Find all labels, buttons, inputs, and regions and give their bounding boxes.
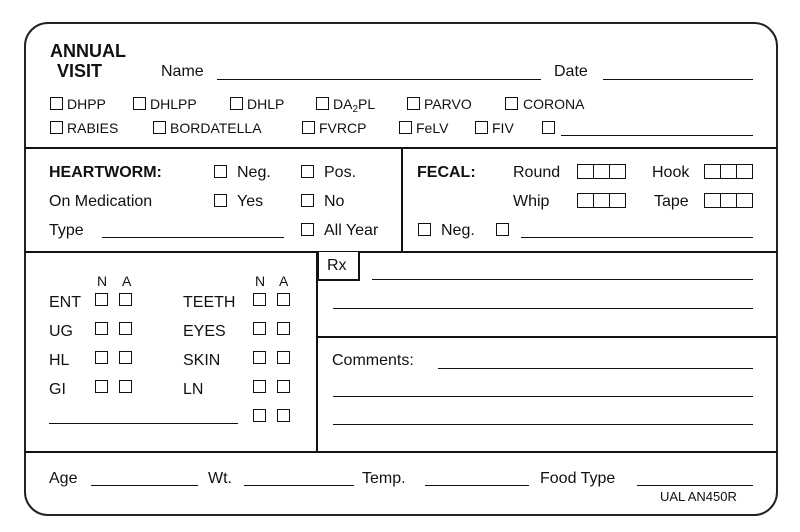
wt-field[interactable] (244, 485, 354, 486)
name-field[interactable] (217, 79, 541, 80)
age-field[interactable] (91, 485, 198, 486)
type-label: Type (49, 222, 84, 239)
exam-col-n-right: N (255, 273, 266, 289)
exam-teeth-label: TEETH (183, 294, 236, 311)
on-medication-label: On Medication (49, 193, 153, 210)
eyes-n-checkbox[interactable] (253, 322, 266, 335)
other-vaccine-checkbox[interactable] (542, 121, 555, 134)
divider-middle (25, 251, 777, 253)
heartworm-neg-checkbox[interactable] (214, 165, 227, 178)
date-label: Date (554, 63, 588, 80)
other-a-checkbox[interactable] (277, 409, 290, 422)
exam-col-a-right: A (279, 273, 289, 289)
bordatella-label: BORDATELLA (170, 120, 262, 136)
comments-line-2[interactable] (333, 396, 753, 397)
exam-ln-label: LN (183, 381, 204, 398)
bordatella-checkbox[interactable] (153, 121, 166, 134)
rabies-label: RABIES (67, 120, 119, 136)
name-label: Name (161, 63, 204, 80)
exam-other-field[interactable] (49, 423, 238, 424)
food-type-field[interactable] (637, 485, 753, 486)
form-title (50, 41, 126, 81)
fecal-tape-label: Tape (654, 193, 689, 210)
heartworm-title: HEARTWORM: (49, 164, 162, 181)
age-label: Age (49, 470, 78, 487)
heartworm-neg-label: Neg. (237, 164, 271, 181)
dhlpp-label: DHLPP (150, 96, 197, 112)
wt-label: Wt. (208, 470, 232, 487)
teeth-a-checkbox[interactable] (277, 293, 290, 306)
ent-n-checkbox[interactable] (95, 293, 108, 306)
exam-skin-label: SKIN (183, 352, 221, 369)
medication-type-field[interactable] (102, 237, 284, 238)
other-n-checkbox[interactable] (253, 409, 266, 422)
fvrcp-checkbox[interactable] (302, 121, 315, 134)
corona-label: CORONA (523, 96, 585, 112)
gi-a-checkbox[interactable] (119, 380, 132, 393)
food-type-label: Food Type (540, 470, 616, 487)
heartworm-pos-checkbox[interactable] (301, 165, 314, 178)
fecal-neg-label: Neg. (441, 222, 475, 239)
comments-line-3[interactable] (333, 424, 753, 425)
exam-gi-label: GI (49, 381, 66, 398)
medication-yes-checkbox[interactable] (214, 194, 227, 207)
fecal-other-field[interactable] (521, 237, 753, 238)
ln-n-checkbox[interactable] (253, 380, 266, 393)
rx-line-2[interactable] (333, 308, 753, 309)
ln-a-checkbox[interactable] (277, 380, 290, 393)
fvrcp-label: FVRCP (319, 120, 367, 136)
teeth-n-checkbox[interactable] (253, 293, 266, 306)
ug-n-checkbox[interactable] (95, 322, 108, 335)
exam-ent-label: ENT (49, 294, 81, 311)
ent-a-checkbox[interactable] (119, 293, 132, 306)
divider-bottom (25, 451, 777, 453)
date-field[interactable] (603, 79, 753, 80)
parvo-label: PARVO (424, 96, 472, 112)
da2pl-label: $DA_2PL$ (333, 96, 376, 115)
medication-no-label: No (324, 193, 345, 210)
exam-ug-label: UG (49, 323, 73, 340)
dhlp-checkbox[interactable] (230, 97, 243, 110)
other-vaccine-field[interactable] (561, 135, 753, 136)
fecal-title: FECAL: (417, 164, 476, 181)
rx-line-1[interactable] (372, 279, 753, 280)
rabies-checkbox[interactable] (50, 121, 63, 134)
eyes-a-checkbox[interactable] (277, 322, 290, 335)
fecal-hook-grid[interactable] (704, 164, 753, 179)
dhlp-label: DHLP (247, 96, 285, 112)
fecal-hook-label: Hook (652, 164, 690, 181)
form-code: UAL AN450R (660, 489, 737, 504)
fecal-neg-checkbox[interactable] (418, 223, 431, 236)
exam-eyes-label: EYES (183, 323, 226, 340)
fecal-whip-label: Whip (513, 193, 550, 210)
comments-line-1[interactable] (438, 368, 753, 369)
exam-hl-label: HL (49, 352, 70, 369)
skin-a-checkbox[interactable] (277, 351, 290, 364)
felv-label: FeLV (416, 120, 449, 136)
heartworm-pos-label: Pos. (324, 164, 357, 181)
medication-yes-label: Yes (237, 193, 264, 210)
hl-a-checkbox[interactable] (119, 351, 132, 364)
skin-n-checkbox[interactable] (253, 351, 266, 364)
all-year-checkbox[interactable] (301, 223, 314, 236)
divider-rx-comments (317, 336, 777, 338)
all-year-label: All Year (324, 222, 379, 239)
exam-col-n-left: N (97, 273, 108, 289)
temp-field[interactable] (425, 485, 529, 486)
gi-n-checkbox[interactable] (95, 380, 108, 393)
parvo-checkbox[interactable] (407, 97, 420, 110)
hl-n-checkbox[interactable] (95, 351, 108, 364)
temp-label: Temp. (362, 470, 406, 487)
fecal-round-grid[interactable] (577, 164, 626, 179)
felv-checkbox[interactable] (399, 121, 412, 134)
title-line-2: VISIT (57, 61, 103, 81)
fecal-other-checkbox[interactable] (496, 223, 509, 236)
fecal-whip-grid[interactable] (577, 193, 626, 208)
da2pl-checkbox[interactable] (316, 97, 329, 110)
divider-exam-rx (316, 252, 318, 452)
dhpp-checkbox[interactable] (50, 97, 63, 110)
dhpp-label: DHPP (67, 96, 106, 112)
fecal-tape-grid[interactable] (704, 193, 753, 208)
fiv-label: FIV (492, 120, 514, 136)
title-line-1: ANNUAL (50, 41, 126, 61)
corona-checkbox[interactable] (505, 97, 518, 110)
fecal-round-label: Round (513, 164, 561, 181)
medication-no-checkbox[interactable] (301, 194, 314, 207)
comments-label: Comments: (332, 352, 414, 369)
exam-col-a-left: A (122, 273, 132, 289)
divider-heartworm-fecal (401, 148, 403, 251)
rx-label: Rx (327, 257, 347, 274)
ug-a-checkbox[interactable] (119, 322, 132, 335)
dhlpp-checkbox[interactable] (133, 97, 146, 110)
fiv-checkbox[interactable] (475, 121, 488, 134)
